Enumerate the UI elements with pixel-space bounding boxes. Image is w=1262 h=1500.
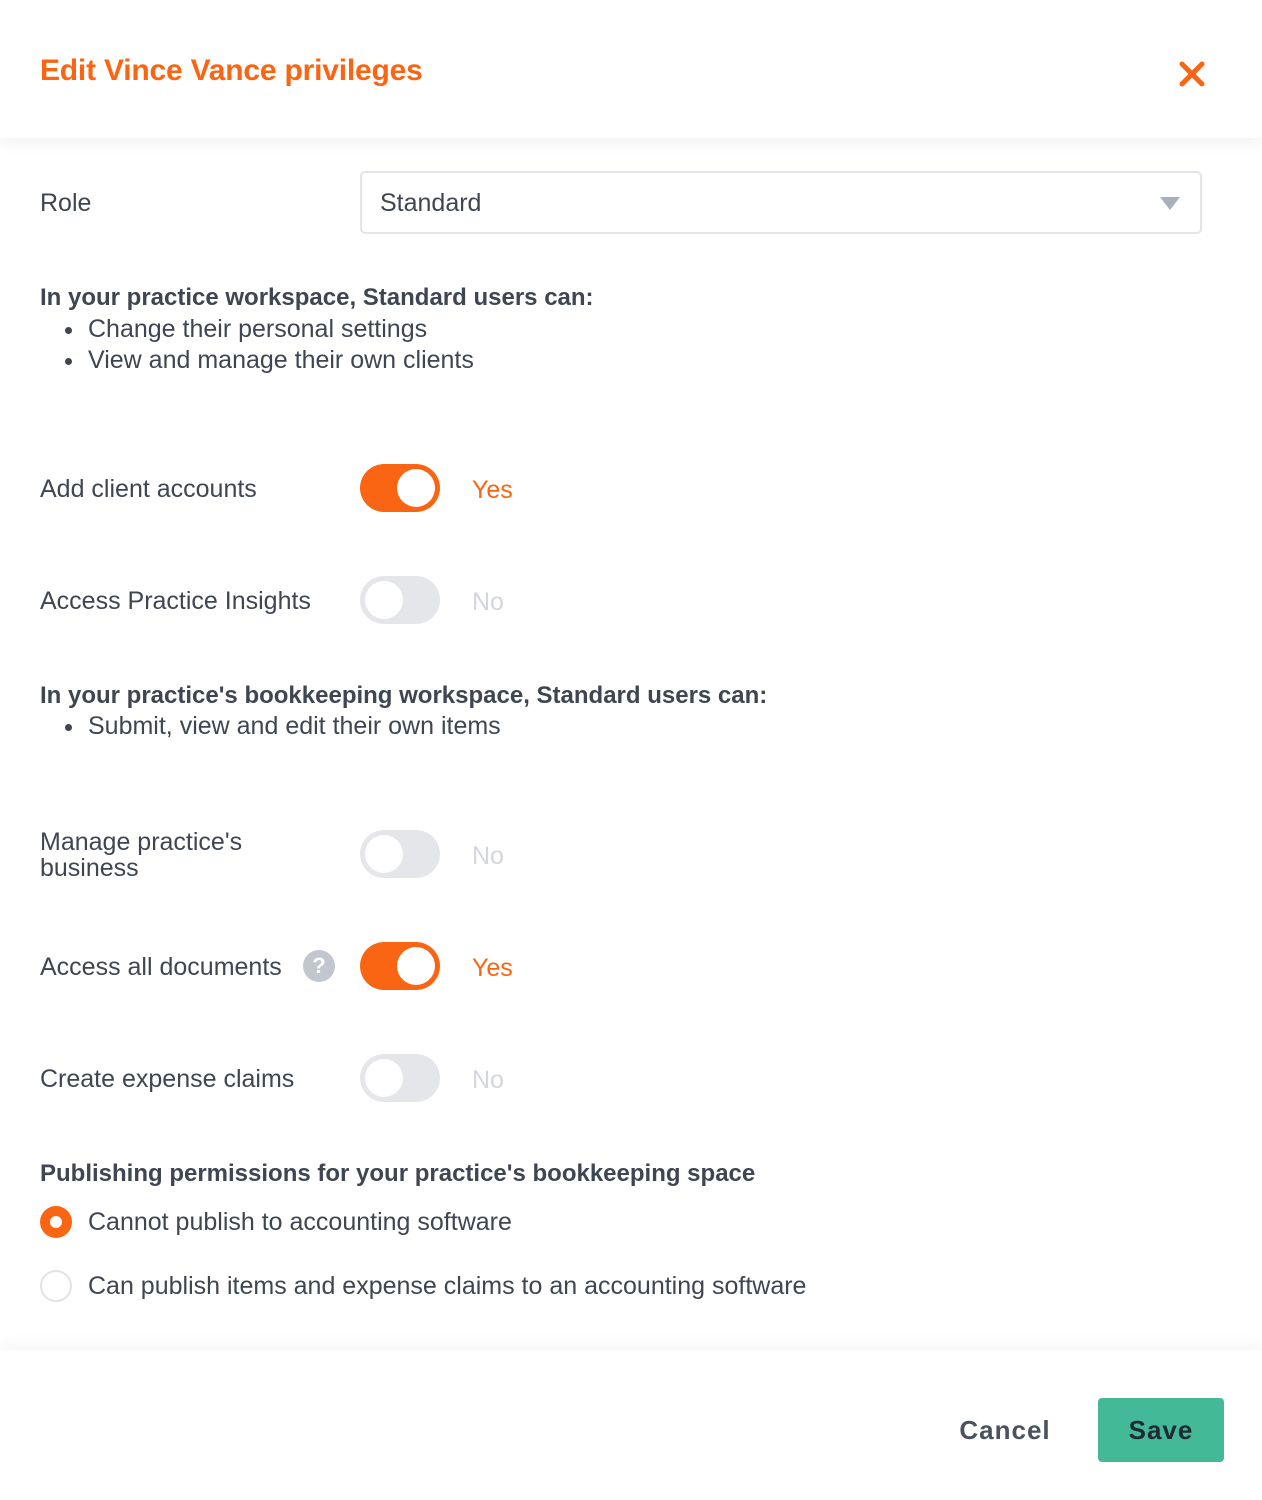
add-client-accounts-label: Add client accounts	[40, 475, 257, 503]
practice-section-title: In your practice workspace, Standard users can:	[40, 284, 594, 311]
toggle-knob	[365, 1059, 403, 1097]
add-client-accounts-toggle[interactable]	[360, 464, 440, 512]
radio-can-publish[interactable]	[40, 1270, 72, 1302]
access-practice-insights-state: No	[472, 588, 504, 616]
radio-can-publish-label[interactable]: Can publish items and expense claims to an accounting software	[88, 1272, 807, 1300]
toggle-knob	[397, 469, 435, 507]
create-expense-claims-toggle[interactable]	[360, 1054, 440, 1102]
manage-practice-business-state: No	[472, 842, 504, 870]
radio-cannot-publish-label[interactable]: Cannot publish to accounting software	[88, 1208, 512, 1236]
access-all-documents-label: Access all documents	[40, 953, 282, 981]
role-label: Role	[40, 189, 92, 217]
add-client-accounts-state: Yes	[472, 476, 513, 504]
practice-permissions-list	[62, 314, 474, 376]
list-item: View and manage their own clients	[62, 345, 474, 376]
create-expense-claims-label: Create expense claims	[40, 1065, 295, 1093]
bookkeeping-permissions-list	[62, 711, 501, 742]
publishing-section-title: Publishing permissions for your practice's bookkeeping space	[40, 1160, 756, 1187]
role-select[interactable]	[360, 171, 1202, 234]
toggle-knob	[365, 581, 403, 619]
list-item: Submit, view and edit their own items	[62, 711, 501, 742]
close-icon[interactable]	[1172, 54, 1212, 94]
toggle-knob	[365, 835, 403, 873]
access-all-documents-state: Yes	[472, 954, 513, 982]
list-item: Change their personal settings	[62, 314, 474, 345]
manage-practice-business-label: Manage practice's business	[40, 828, 243, 882]
dialog-header	[0, 0, 1262, 138]
access-all-documents-toggle[interactable]	[360, 942, 440, 990]
radio-cannot-publish[interactable]	[40, 1206, 72, 1238]
toggle-knob	[397, 947, 435, 985]
role-select-value: Standard	[380, 189, 482, 217]
caret-down-icon	[1160, 197, 1180, 210]
access-practice-insights-label: Access Practice Insights	[40, 587, 311, 615]
dialog-title: Edit Vince Vance privileges	[40, 54, 423, 87]
access-practice-insights-toggle[interactable]	[360, 576, 440, 624]
save-button[interactable]: Save	[1098, 1398, 1224, 1462]
create-expense-claims-state: No	[472, 1066, 504, 1094]
manage-practice-business-toggle[interactable]	[360, 830, 440, 878]
bookkeeping-section-title: In your practice's bookkeeping workspace, Standard users can:	[40, 682, 768, 709]
help-icon[interactable]: ?	[303, 950, 335, 982]
cancel-button[interactable]: Cancel	[944, 1398, 1066, 1462]
dialog-footer	[0, 1350, 1262, 1500]
